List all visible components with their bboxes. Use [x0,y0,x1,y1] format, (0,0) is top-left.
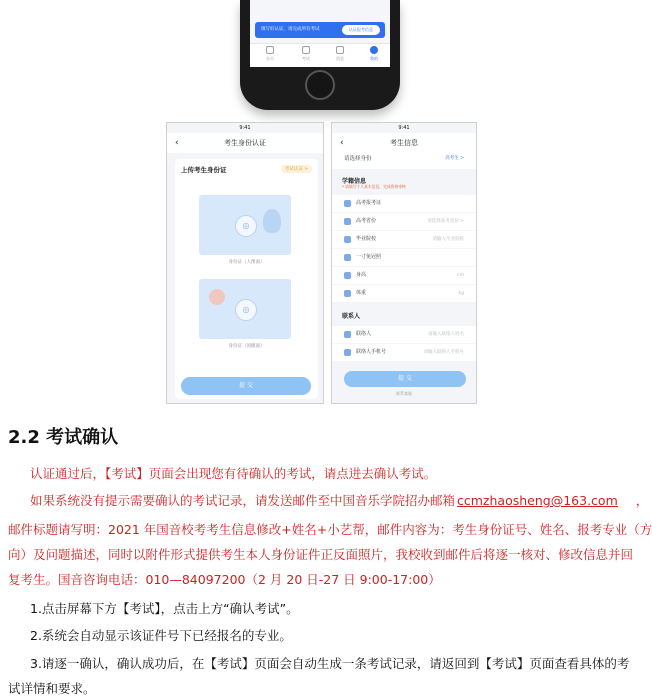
step-3-continued: 试详情和要求。 [8,681,96,696]
field-row[interactable]: 一寸免冠照 [332,249,476,266]
paragraph: 复考生。国音咨询电话：010—84097200（2 月 20 日-27 日 9:00-17:00） [8,572,441,587]
email-link[interactable]: ccmzhaosheng@163.com [457,493,618,508]
id-card-front-upload[interactable] [199,195,291,255]
message-icon [336,46,344,54]
field-icon [344,218,351,225]
field-icon [344,254,351,261]
verify-tag[interactable]: 考试认证 > [281,165,312,173]
submit-button[interactable]: 提 交 [344,371,466,387]
field-row[interactable]: 联络人手机号 请输入联络人手机号 [332,344,476,361]
field-icon [344,290,351,297]
user-icon [370,46,378,54]
id-verify-screen [166,122,324,404]
exam-icon [302,46,310,54]
field-icon [344,200,351,207]
step-3: 3.请逐一确认，确认成功后，在【考试】页面会自动生成一条考试记录，请返回到【考试】页面查看具体的考 [30,656,630,671]
id-card-back-upload[interactable] [199,279,291,339]
tab-message[interactable]: 消息 [326,46,354,62]
paragraph: 向）及问题描述，同时以附件形式提供考生本人身份证件正反面照片，我校收到邮件后将逐一核对、修改信息并回 [8,547,634,562]
field-row[interactable]: 身高 cm [332,267,476,284]
section-contact: 联系人 [342,313,361,320]
field-row[interactable]: 高考报考证 [332,195,476,212]
section-school: 学籍信息 [342,178,367,185]
candidate-info-screen [331,122,477,404]
id-card-back-caption: 身份证（国徽面） [228,344,265,349]
step-2: 2.系统会自动显示该证件号下已经报名的专业。 [30,628,292,643]
upload-title: 上传考生身份证 [181,166,227,174]
tab-home[interactable]: 首页 [256,46,284,62]
screen-title: 考生身份认证 [224,139,266,147]
id-card-front-caption: 身份证（人像面） [228,260,265,265]
back-arrow-icon[interactable]: ‹ [175,138,179,148]
tab-mine[interactable]: 我的 [360,46,388,62]
paragraph: 邮件标题请写明：2021 年国音校考考生信息修改+姓名+小艺帮，邮件内容为：考生身份证号、姓名、报考专业（方 [8,522,652,537]
field-row[interactable]: 体重 kg [332,285,476,302]
section-heading: 2.2 考试确认 [8,427,119,448]
field-icon [344,331,351,338]
field-icon [344,349,351,356]
phone-banner: 填写好认证，请完成所有考试 [255,22,385,38]
field-row[interactable]: 高考省份 请选择高考省份 > [332,213,476,230]
paragraph: 如果系统没有提示需要确认的考试记录，请发送邮件至中国音乐学院招办邮箱 ccmzhaosheng@163.com ， [30,493,649,508]
screen-title: 考生信息 [390,139,418,147]
home-icon [266,46,274,54]
portrait-icon [263,209,281,233]
status-time: 9:41 [398,125,410,131]
back-arrow-icon[interactable]: ‹ [340,138,344,148]
status-time: 9:41 [239,125,251,131]
upload-card [175,159,318,399]
tab-exam[interactable]: 考试 [292,46,320,62]
emblem-icon [209,289,225,305]
phone-home-button [305,70,335,100]
field-icon [344,236,351,243]
submit-button[interactable]: 提 交 [181,377,311,395]
step-1: 1.点击屏幕下方【考试】，点击上方“确认考试”。 [30,601,299,616]
school-hint: * 请填写个人真实信息，完成资格审核 [342,184,406,189]
field-icon [344,272,351,279]
camera-icon: ◎ [235,299,257,321]
phone-tabbar [250,43,390,67]
nav-bar [167,133,323,153]
paragraph: 认证通过后，【考试】页面会出现您有待确认的考试，请点进去确认考试。 [30,466,437,481]
footer-link[interactable]: 联系客服 [396,391,412,396]
field-row[interactable]: 毕业院校 请输入毕业院校 [332,231,476,248]
banner-button[interactable]: 认证报考信息 [342,25,380,35]
identity-select[interactable]: 请选择身份 高考生 > [332,149,476,169]
camera-icon: ◎ [235,215,257,237]
field-row[interactable]: 联络人 请输入联络人姓名 [332,326,476,343]
